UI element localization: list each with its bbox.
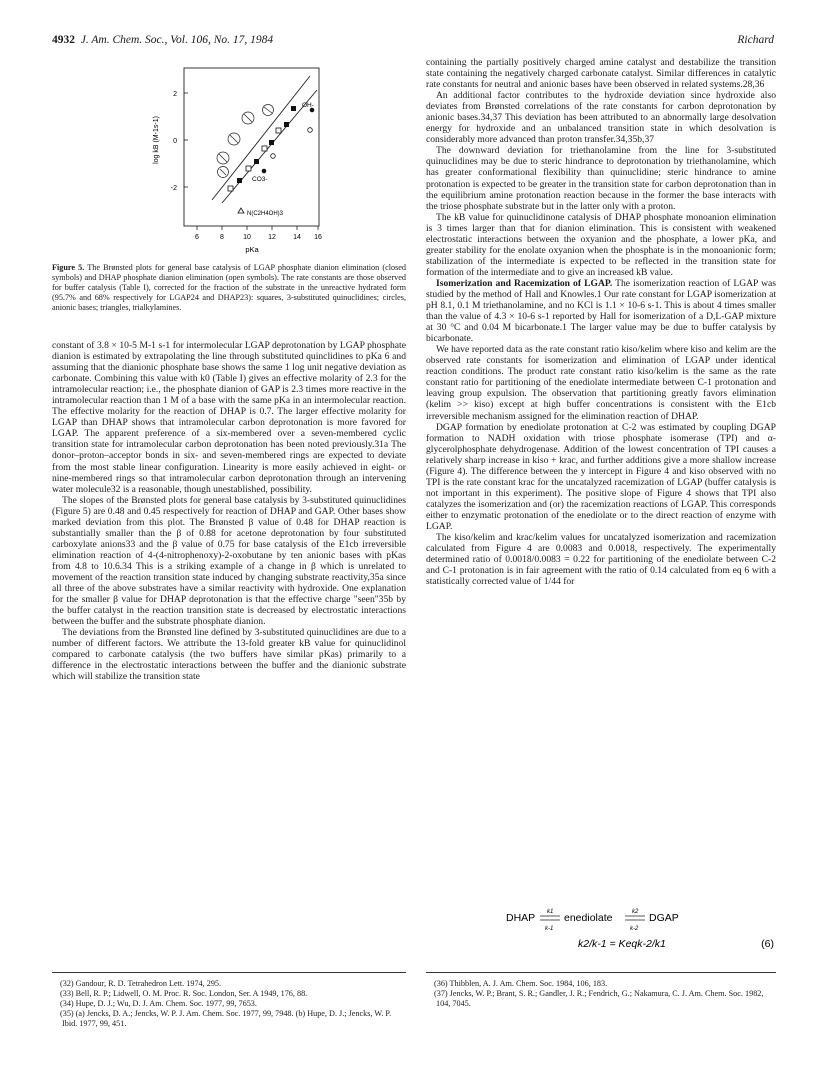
data-point	[276, 128, 281, 133]
paragraph: The kiso/kelim and krac/kelim values for uncatalyzed isomerization and racemization calculated from Figure 4 are 0.0083 and 0.0018, respectively. The experimentally determined ratio of 0.0018/0.0083 = 0.22 for partitioning of the enediolate between C-2 and C-1 protonation is in fair agreement with the ratio of 0.14 calculated from eq 6 with a statistically corrected value of 1/44 for	[426, 532, 776, 588]
reference: (36) Thibblen, A. J. Am. Chem. Soc. 1984, 106, 183.	[434, 979, 608, 988]
bronsted-plot	[52, 60, 406, 260]
references-left	[52, 972, 406, 1029]
x-tick-label: 14	[293, 234, 301, 241]
figure-5	[52, 60, 406, 260]
data-point	[271, 154, 276, 159]
eq-dgap: DGAP	[649, 912, 679, 924]
data-point	[269, 140, 274, 145]
oh-label: OH-	[302, 102, 314, 109]
closed-squares	[237, 106, 296, 183]
plot-frame	[184, 68, 319, 226]
data-point	[246, 166, 251, 171]
paragraph: The downward deviation for triethanolamine from the line for 3-substituted quinuclidines may be due to steric hindrance to deprotonation by triethanolamine, which has greater conformational flexibility than quinuclidine; steric hindrance to amine protonation is expected to be greater in the transition state for carbon deprotonation than in the equilibrium amine protonation reaction because in the former the base interacts with the triose phosphate substrate but in the latter only with a proton.	[426, 145, 776, 212]
eq-dhap: DHAP	[506, 912, 536, 924]
x-tick-label: 16	[314, 234, 322, 241]
header-journal: 4932 J. Am. Chem. Soc., Vol. 106, No. 17, 1984	[52, 34, 274, 46]
left-column	[52, 340, 406, 682]
paragraph: The slopes of the Brønsted plots for general base catalysis by 3-substituted quinuclidines (Figure 5) are 0.48 and 0.45 respectively for reaction of DHAP and GAP. Other bases show marked deviation from this plot. The Brønsted β value of 0.48 for DHAP reaction is substantially smaller than the β of 0.88 for acetone deprotonation by four substituted carboxylate anions33 and the β value of 0.75 for base catalysis of the E1cb irreversible elimination reaction of 4-(4-nitrophenoxy)-2-oxobutane by ten anionic bases with pKas from 4.8 to 10.6.34 This is a striking example of a change in β which is unrelated to movement of the reaction transition state induced by changing substrate reactivity,35a since all three of the above substrates have a similar reactivity with hydroxide. One explanation for the smaller β value for DHAP deprotonation is that the effective charge "seen"35b by the buffer catalyst in the reaction transition state is decreased by electrostatic interactions between the buffer and the substrate phosphate dianion.	[52, 494, 406, 628]
reference: (35) (a) Jencks, D. A.; Jencks, W. P. J. Am. Chem. Soc. 1977, 99, 7948. (b) Hupe, D. J.; Jencks, W. P. Ibid. 1977, 99, 451.	[60, 1009, 392, 1028]
reference: (32) Gandour, R. D. Tetrahedron Lett. 1974, 295.	[60, 979, 222, 988]
co3-label: CO3-	[252, 176, 268, 183]
header-author: Richard	[737, 34, 774, 46]
reference: (37) Jencks, W. P.; Brant, S. R.; Gandler, J. R.; Fendrich, G.; Nakamura, C. J. Am. Chem. Soc. 1982, 104, 7045.	[434, 989, 764, 1008]
eq-k1: k1	[547, 909, 554, 915]
paragraph: containing the partially positively charged amine catalyst and destabilize the transition state containing the negatively charged carbonate catalyst. Similar differences in catalytic rate constants for neutral and anionic bases have been observed in related systems.28,36	[426, 57, 776, 91]
eq-number: (6)	[761, 938, 774, 950]
section-paragraph: Isomerization and Racemization of LGAP. The isomerization reaction of LGAP was studied by the method of Hall and Knowles.1 Our rate constant for LGAP isomerization at pH 8.1, 0.1 M triethanolamine, and no KCl is 1.1 × 10-6 s-1. This is about 4 times smaller than the value of 4.3 × 10-6 s-1 reported by Hall for isomerization of a D,L-GAP mixture at 30 °C and 0.04 M bicarbonate.1 The larger value may be due to buffer catalysis by bicarbonate.	[426, 277, 776, 345]
paragraph: An additional factor contributes to the hydroxide deviation since hydroxide also deviates from Brønsted correlations of the rate constants for carbon deprotonation by anionic bases.34,37 This deviation has been attributed to an abnormally large desolvation energy for hydroxide and an unbalanced transition state in which desolvation is considerably more advanced than proton transfer.34,35b,37	[426, 90, 776, 146]
x-tick-label: 12	[268, 234, 276, 241]
references-right	[426, 972, 776, 1009]
data-point	[238, 208, 244, 213]
data-point	[308, 128, 313, 133]
eq-enediolate: enediolate	[564, 912, 613, 924]
eq-km1: k-1	[545, 926, 554, 932]
eq-km2: k-2	[630, 926, 639, 932]
eq-relation: k2/k-1 = Keqk-2/k1	[578, 938, 666, 950]
structure-sketches	[217, 105, 274, 178]
running-header	[52, 34, 774, 50]
paragraph: We have reported data as the rate constant ratio kiso/kelim where kiso and kelim are the observed rate constants for isomerization and elimination of LGAP under identical reaction conditions. The product rate constant ratio kiso/kelim is the same as the rate constant ratio for partitioning of the enediolate intermediate between C-1 protonation and leaving group expulsion. The observation that partitioning greatly favors elimination (kelim >> kiso) except at high buffer concentrations is consistent with the E1cb irreversible mechanism assigned for the elimination reaction of DHAP.	[426, 344, 776, 422]
y-tick-label: 2	[173, 91, 177, 98]
data-point	[284, 122, 289, 127]
data-point	[262, 169, 267, 174]
y-tick-label: 0	[173, 138, 177, 145]
figure-caption: Figure 5. The Brønsted plots for general base catalysis of LGAP phosphate dianion elimination (closed symbols) and DHAP phosphate dianion elimination (open symbols). The rate constants are those observed for buffer catalysis (Table I), corrected for the fraction of the substrate in the unreactive hydrated form (95.7% and 68% respectively for LGAP24 and DHAP23): squares, 3-substituted quinuclidines; circles, anionic bases; triangles, trialkylamines.	[52, 263, 406, 312]
triethanolamine-label: N(C2H4OH)3	[247, 211, 284, 217]
x-tick-label: 6	[195, 234, 199, 241]
data-point	[228, 186, 233, 191]
y-axis-label: log kB (M-1s-1)	[153, 116, 160, 164]
data-point	[254, 159, 259, 164]
y-tick-label: -2	[170, 185, 177, 192]
equation-6	[426, 904, 776, 956]
section-heading: Isomerization and Racemization of LGAP.	[436, 277, 613, 289]
right-column	[426, 57, 776, 587]
paragraph: The deviations from the Brønsted line defined by 3-substituted quinuclidines are due to a number of different factors. We attribute the 13-fold greater kB value for quinuclidinol compared to carbonate catalysis (the two buffers have similar pKas) primarily to a difference in the electrostatic interactions between the buffer and the dianionic substrate which will stabilize the transition state	[52, 627, 406, 683]
paragraph: constant of 3.8 × 10-5 M-1 s-1 for intermolecular LGAP deprotonation by LGAP phosphate dianion is estimated by extrapolating the line through substituted quinclidines to pKa 6 and assuming that the dianionic phosphate base shows the same 1 log unit negative deviation as carbonate. Combining this value with k0 (Table I) gives an effective molarity of 2.3 for the intramolecular reaction; i.e., the phosphate dianion of GAP is 2.3 times more reactive in the intramolecular reaction than 1 M of a base with the same pKa in an intermolecular reaction. The effective molarity for the reaction of DHAP is 0.7. The larger effective molarity for LGAP than DHAP shows that intramolecular carbon deprotonation is more favored for LGAP. The apparent preference of a six-membered over a seven-membered cyclic transition state for intramolecular carbon deprotonation has been noted previously.31a The donor–proton–acceptor bonds in six- and seven-membered rings are expected to deviate from the most stable linear configuration. Linearity is more easily achieved in eight- or nine-membered rings so that intramolecular carbon deprotonation through an intervening water molecule32 is a reasonable, though unestablished, possibility.	[52, 340, 406, 495]
data-point	[262, 146, 267, 151]
x-tick-label: 8	[220, 234, 224, 241]
x-axis-label: pKa	[245, 245, 259, 254]
eq-k2: k2	[632, 909, 639, 915]
data-point	[291, 106, 296, 111]
paragraph: The kB value for quinuclidinone catalysis of DHAP phosphate monoanion elimination is 3 times larger than that for dianion elimination. This is consistent with weakened electrostatic interactions between the oxyanion and the phosphate, a lower pKa, and greater stability for the enolate oxyanion when the phosphate is in the monoanionic form; stabilization of the intermediate is expected to be reflected in the transition state for formation of the intermediate and to give an increased kB value.	[426, 211, 776, 278]
x-ticks	[197, 226, 318, 230]
paragraph: DGAP formation by enediolate protonation at C-2 was estimated by coupling DGAP formation to NADH oxidation with triose phosphate isomerase (TPI) and α-glycerolphosphate dehydrogenase. Addition of the lowest concentration of TPI causes a relatively sharp increase in kiso + krac, and further additions give a more shallow increase (Figure 4). The difference between the y intercept in Figure 4 and kiso observed with no TPI is the rate constant krac for the uncatalyzed racemization of LGAP (buffer catalysis is not important in this experiment). The positive slope of Figure 4 shows that TPI also catalyzes the isomerization and (or) the racemization reactions of LGAP. This corresponds either to enzymatic protonation of the enediolate or to the direct reaction of enzyme with LGAP.	[426, 421, 776, 532]
data-point	[237, 178, 242, 183]
reference: (34) Hupe, D. J.; Wu, D. J. Am. Chem. Soc. 1977, 99, 7653.	[60, 999, 257, 1008]
x-tick-label: 10	[243, 234, 251, 241]
reference: (33) Bell, R. P.; Lidwell, O. M. Proc. R. Soc. London, Ser. A 1949, 176, 88.	[60, 989, 308, 998]
